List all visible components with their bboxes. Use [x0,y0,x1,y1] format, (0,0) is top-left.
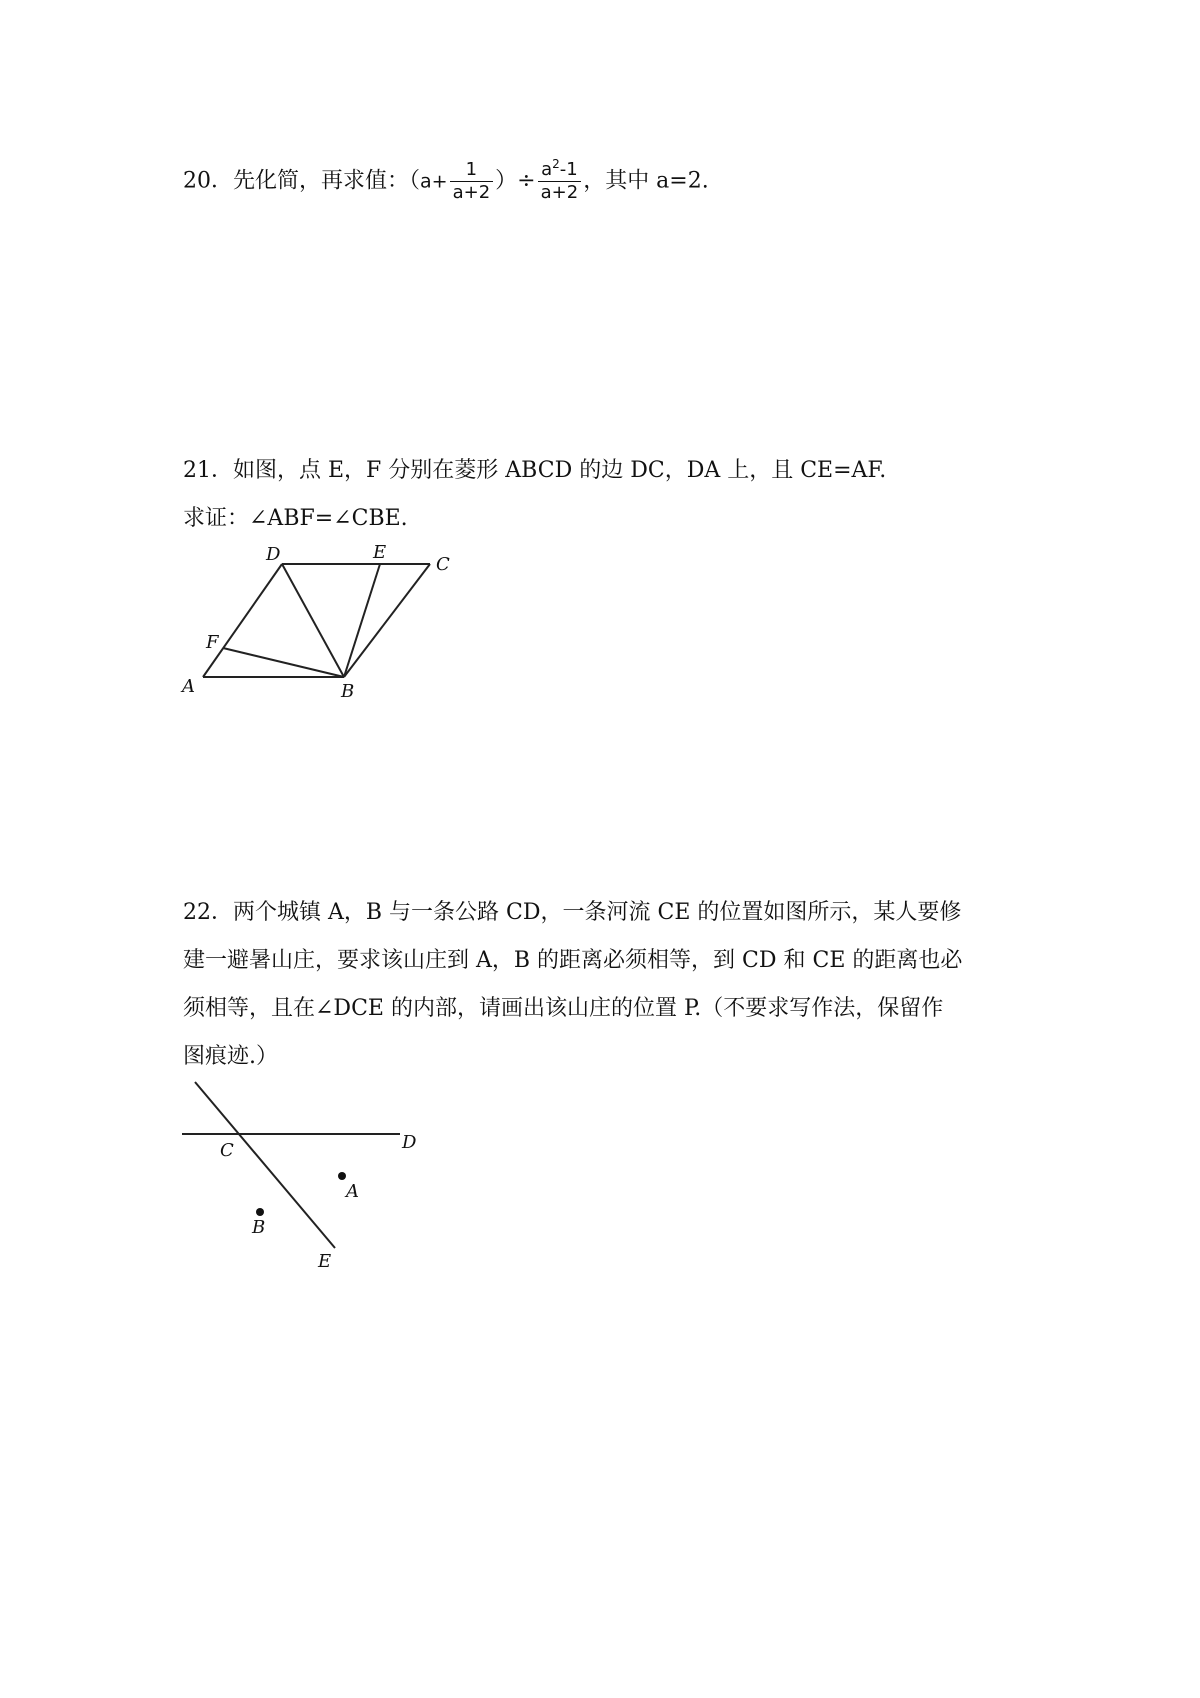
fraction-1-numerator: 1 [450,160,494,182]
label-A: A [346,1181,359,1202]
problem-21-line-1: 21．如图，点 E，F 分别在菱形 ABCD 的边 DC，DA 上，且 CE=AF. [183,458,887,483]
road-river-figure [170,1078,440,1273]
rhombus-figure [170,540,470,705]
problem-22-line-1: 22．两个城镇 A，B 与一条公路 CD，一条河流 CE 的位置如图所示，某人要修 [183,900,962,925]
segment-EB [344,564,380,677]
label-E: E [318,1251,332,1272]
fraction-1 [450,160,494,203]
label-B: B [252,1217,266,1238]
label-C: C [220,1140,234,1161]
open-paren: （ [409,168,421,194]
label-F: F [206,632,219,653]
fraction-2-base: a [541,159,553,180]
label-B: B [341,681,355,702]
fraction-2-rest: -1 [559,159,578,180]
problem-20-suffix: ，其中 a=2. [583,168,709,194]
problem-20-prefix: 20．先化简，再求值： [183,168,409,194]
problem-21-line-2: 求证：∠ABF=∠CBE. [183,506,408,531]
a-plus: a+ [420,170,448,193]
close-paren-divide: ）÷ [495,168,536,194]
segment-DB [282,564,344,677]
label-E: E [373,542,387,563]
fraction-2 [538,157,582,203]
fraction-2-numerator [538,157,582,182]
segment-BC [344,564,430,677]
problem-22-line-4: 图痕迹.） [183,1044,278,1069]
fraction-2-denominator: a+2 [540,182,579,203]
point-B [256,1208,264,1216]
fraction-2-exponent: 2 [552,157,560,171]
problem-20 [183,157,709,203]
label-C: C [436,554,450,575]
fraction-1-denominator: a+2 [452,182,491,203]
label-D: D [266,544,281,565]
problem-22-line-3: 须相等，且在∠DCE 的内部，请画出该山庄的位置 P.（不要求写作法，保留作 [183,996,944,1021]
problem-22-line-2: 建一避暑山庄，要求该山庄到 A，B 的距离必须相等，到 CD 和 CE 的距离也必 [183,948,963,973]
label-D: D [402,1132,417,1153]
point-A [338,1172,346,1180]
label-A: A [182,676,195,697]
segment-FB [223,648,344,677]
